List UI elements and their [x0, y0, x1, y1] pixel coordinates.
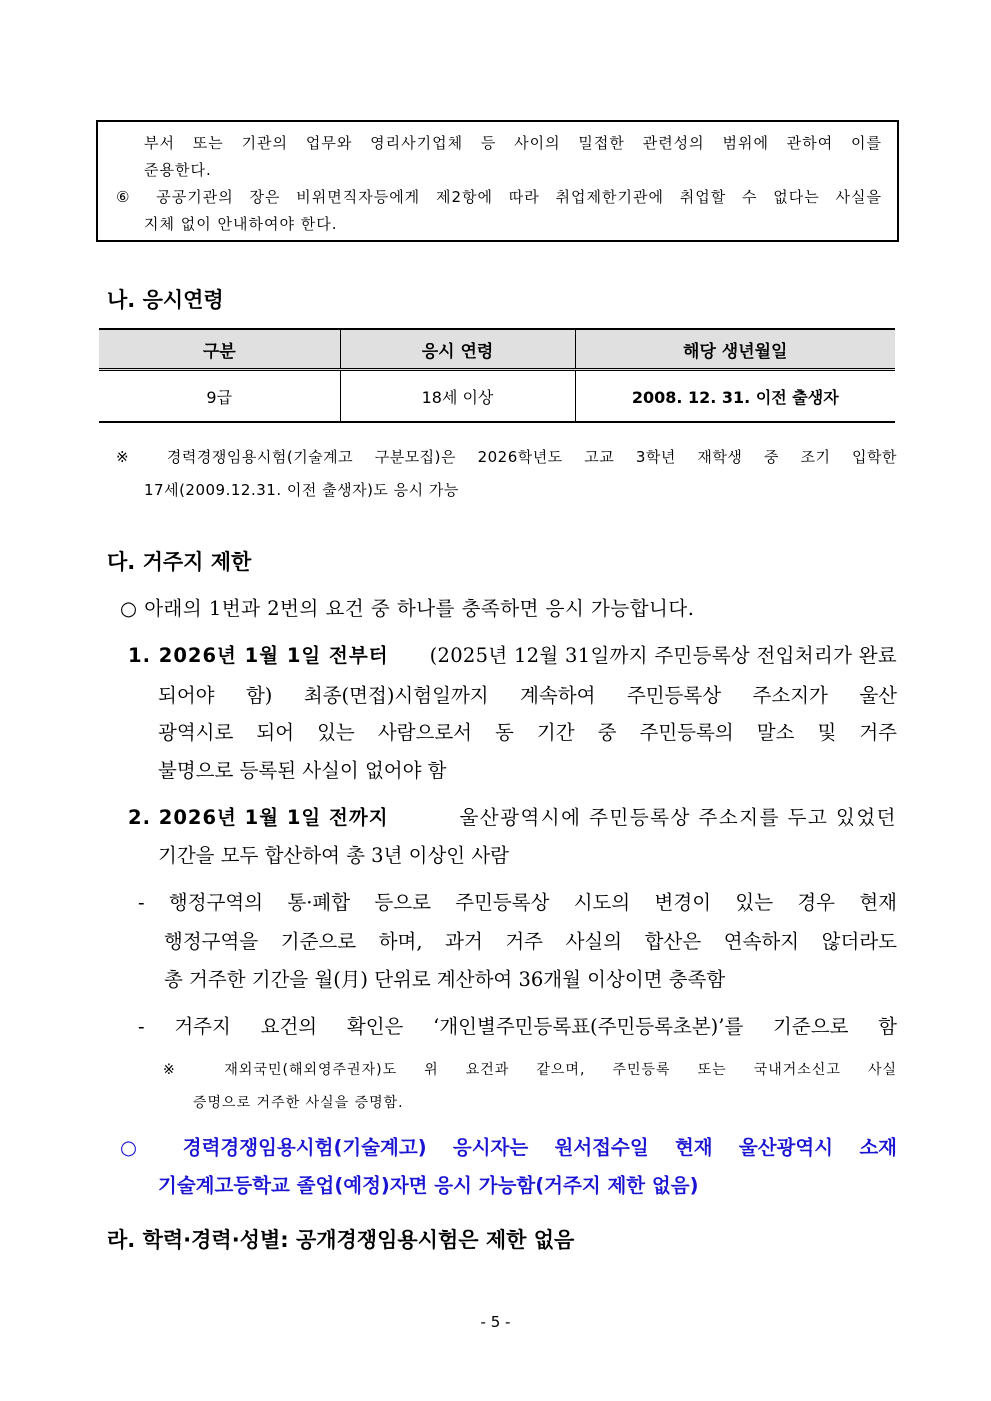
section-heading-age: 나. 응시연령 [107, 288, 224, 312]
residence-item-1-emphasis: 1. 2026년 1월 1일 전부터 [128, 644, 389, 667]
section-heading-residence: 다. 거주지 제한 [107, 550, 252, 574]
age-note-line: ※ 경력경쟁임용시험(기술계고 구분모집)은 2026학년도 고교 3학년 재학생 중 조기 입학한 [116, 448, 897, 466]
technical-school-note-line: 기술계고등학교 졸업(예정)자면 응시 가능함(거주지 제한 없음) [158, 1174, 699, 1197]
table-header-cell: 구분 [99, 329, 340, 370]
table-cell: 9급 [99, 370, 340, 423]
law-box-line: ⑥ 공공기관의 장은 비위면직자등에게 제2항에 따라 취업제한기관에 취업할 수 없다는 사실을 [116, 188, 882, 206]
residence-note-line: ※ 재외국민(해외영주권자)도 위 요건과 같으며, 주민등록 또는 국내거소신고 사실 [163, 1062, 897, 1078]
residence-dash-line: - 행정구역의 통·폐합 등으로 주민등록상 시도의 변경이 있는 경우 현재 [138, 891, 897, 914]
residence-item-1-line: 광역시로 되어 있는 사람으로서 동 기간 중 주민등록의 말소 및 거주 [158, 721, 897, 744]
residence-item-2-line: 기간을 모두 합산하여 총 3년 이상인 사람 [158, 844, 509, 867]
age-table [99, 328, 895, 423]
residence-item-2-text: 울산광역시에 주민등록상 주소지를 두고 있었던 [459, 806, 897, 829]
law-box-line: 준용한다. [144, 161, 212, 179]
residence-item-1-line [128, 640, 897, 668]
table-cell: 2008. 12. 31. 이전 출생자 [575, 370, 895, 423]
residence-note-line: 증명으로 거주한 사실을 증명함. [193, 1095, 404, 1111]
technical-school-note-line: ○ 경력경쟁임용시험(기술계고) 응시자는 원서접수일 현재 울산광역시 소재 [120, 1136, 897, 1159]
residence-dash-line: 총 거주한 기간을 월(月) 단위로 계산하여 36개월 이상이면 충족함 [164, 968, 726, 991]
table-row [99, 370, 895, 423]
table-header-row [99, 329, 895, 370]
residence-dash-line: 행정구역을 기준으로 하며, 과거 거주 사실의 합산은 연속하지 않더라도 [164, 930, 897, 953]
section-heading-education: 라. 학력·경력·성별: 공개경쟁임용시험은 제한 없음 [107, 1228, 575, 1252]
table-cell: 18세 이상 [340, 370, 575, 423]
residence-dash-line: - 거주지 요건의 확인은 ‘개인별주민등록표(주민등록초본)’를 기준으로 함 [138, 1015, 897, 1038]
table-header-cell: 응시 연령 [340, 329, 575, 370]
residence-intro: ○ 아래의 1번과 2번의 요건 중 하나를 충족하면 응시 가능합니다. [120, 597, 695, 620]
age-note-line: 17세(2009.12.31. 이전 출생자)도 응시 가능 [144, 481, 459, 499]
page-number: - 5 - [480, 1313, 511, 1331]
table-header-cell: 해당 생년월일 [575, 329, 895, 370]
law-box-line: 부서 또는 기관의 업무와 영리사기업체 등 사이의 밀접한 관련성의 범위에 관하여 이를 [144, 134, 882, 152]
residence-item-1-line: 되어야 함) 최종(면접)시험일까지 계속하여 주민등록상 주소지가 울산 [158, 684, 897, 707]
law-box-line: 지체 없이 안내하여야 한다. [144, 215, 338, 233]
residence-item-1-line: 불명으로 등록된 사실이 없어야 함 [158, 759, 447, 782]
residence-item-2-emphasis: 2. 2026년 1월 1일 전까지 [128, 806, 389, 829]
residence-item-1-text: (2025년 12월 31일까지 주민등록상 전입처리가 완료 [429, 644, 897, 667]
residence-item-2-line [128, 802, 897, 830]
